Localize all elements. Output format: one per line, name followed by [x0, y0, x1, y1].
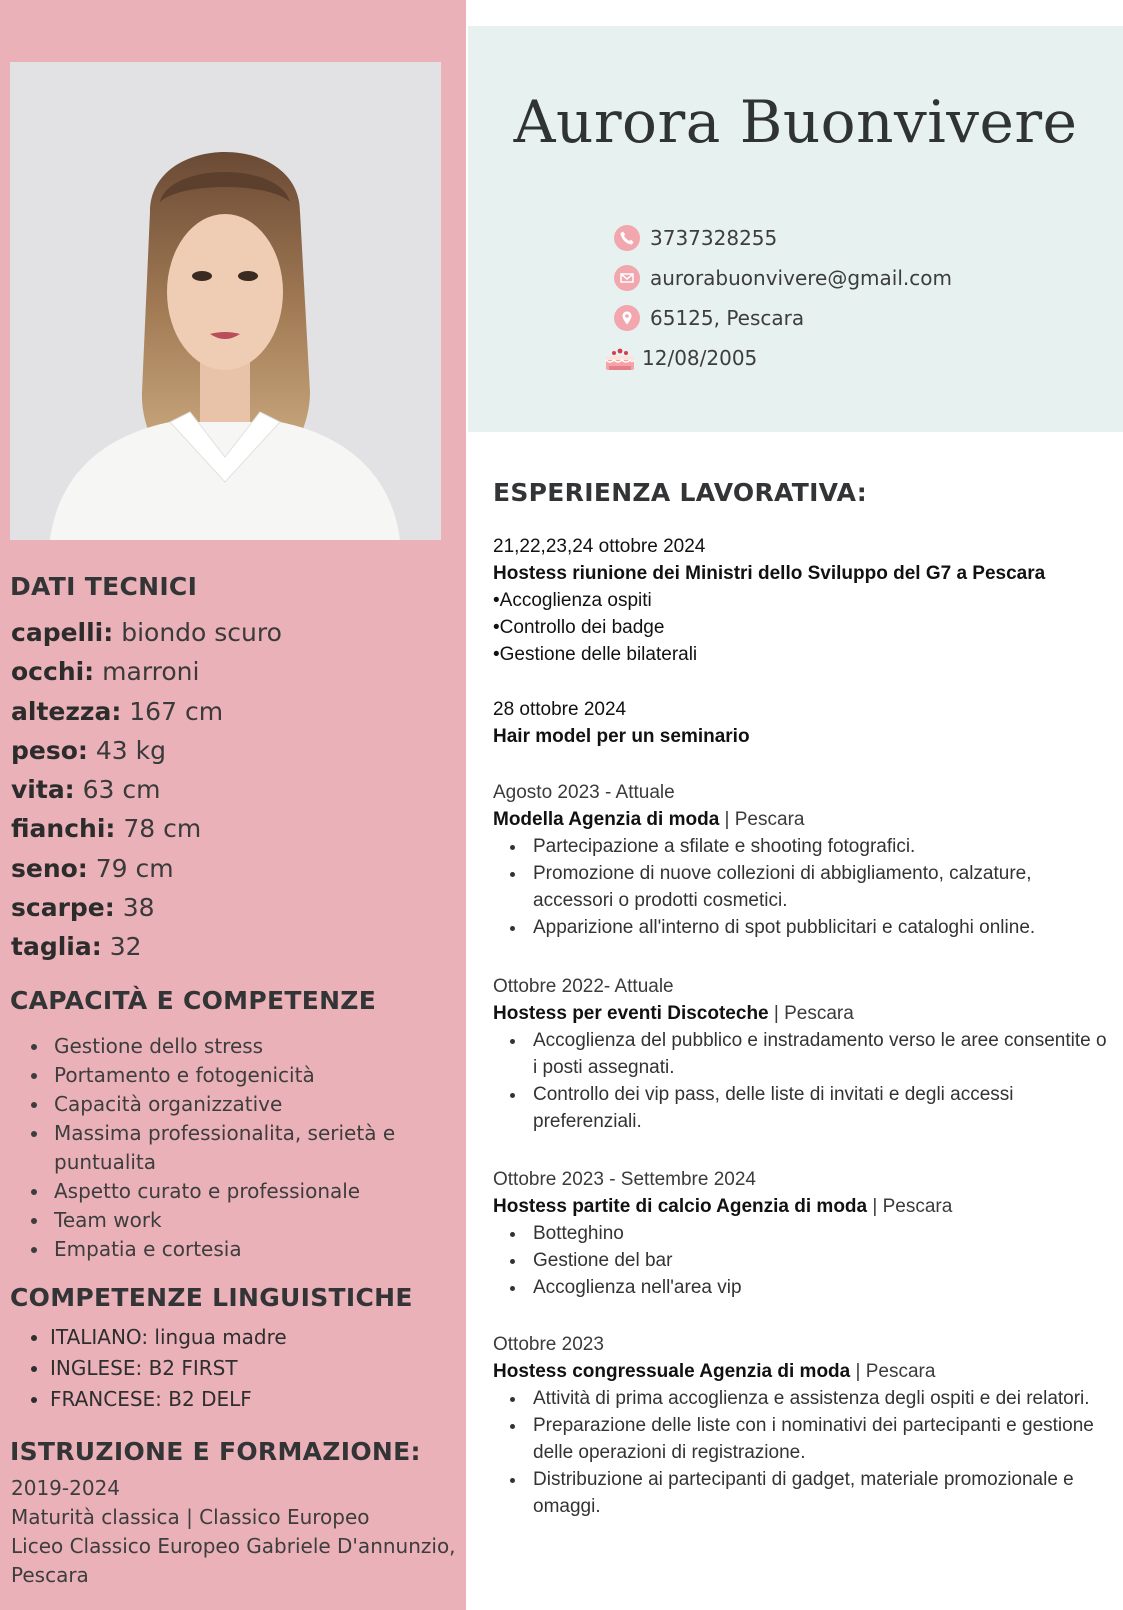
skill-item: • Team work: [50, 1206, 470, 1235]
language-item: • ITALIANO: lingua madre: [50, 1322, 470, 1353]
job-bullets: [493, 833, 1108, 941]
education-years: 2019-2024: [11, 1476, 121, 1500]
tech-item: [11, 692, 282, 731]
job-bullet: • Attività di prima accoglienza e assistenza degli ospiti e dei relatori.: [527, 1385, 1108, 1412]
experience-entry: [493, 1166, 1108, 1301]
job-title-line: [493, 1000, 1108, 1027]
tech-data-heading: DATI TECNICI: [10, 572, 198, 601]
profile-photo: [10, 62, 441, 540]
job-title-line: [493, 1193, 1108, 1220]
job-bullets: [493, 1385, 1108, 1520]
job-bullet: • Distribuzione ai partecipanti di gadget, materiale promozionale e omaggi.: [527, 1466, 1108, 1520]
job-bullet: • Gestione del bar: [527, 1247, 1108, 1274]
education-heading: ISTRUZIONE E FORMAZIONE:: [10, 1437, 421, 1466]
tech-label: altezza:: [11, 696, 122, 726]
experience-heading: ESPERIENZA LAVORATIVA:: [493, 478, 868, 507]
job-title: Hostess per eventi Discoteche: [493, 1003, 769, 1024]
candidate-name: Aurora Buonvivere: [513, 88, 1078, 156]
mail-icon: [614, 265, 640, 291]
contact-text: 65125, Pescara: [650, 306, 805, 330]
job-title: Hostess riunione dei Ministri dello Sviluppo del G7 a Pescara: [493, 563, 1046, 584]
education-block: [11, 1474, 461, 1590]
job-date: Agosto 2023 - Attuale: [493, 782, 675, 803]
tech-label: seno:: [11, 853, 88, 883]
tech-item: [11, 770, 282, 809]
job-bullet: • Partecipazione a sfilate e shooting fotografici.: [527, 833, 1108, 860]
tech-label: peso:: [11, 735, 88, 765]
tech-label: vita:: [11, 775, 75, 805]
tech-value: 63 cm: [82, 775, 161, 805]
job-date: Ottobre 2022- Attuale: [493, 976, 674, 997]
tech-value: 38: [122, 893, 155, 923]
tech-label: fianchi:: [11, 814, 116, 844]
job-bullets: [493, 1220, 1108, 1301]
tech-value: biondo scuro: [121, 618, 282, 647]
job-bullet: • Accoglienza del pubblico e instradamento verso le aree consentite o i posti assegnati.: [527, 1027, 1108, 1081]
experience-entry: [493, 533, 1108, 668]
job-bullet: • Accoglienza nell'area vip: [527, 1274, 1108, 1301]
contact-row: [614, 338, 1094, 378]
job-location: | Pescara: [768, 1003, 854, 1024]
contact-row: [614, 298, 1094, 338]
education-degree: Maturità classica | Classico Europeo: [11, 1505, 370, 1529]
job-date: 28 ottobre 2024: [493, 699, 627, 720]
contact-text: 3737328255: [650, 226, 778, 250]
job-location: | Pescara: [850, 1361, 936, 1382]
contact-row: [614, 258, 1094, 298]
tech-label: occhi:: [11, 657, 95, 687]
skills-list: [22, 1032, 470, 1264]
experience-entry: [493, 779, 1108, 941]
job-bullets: [493, 1027, 1108, 1135]
job-title-line: [493, 1358, 1108, 1385]
education-school: Liceo Classico Europeo Gabriele D'annunzio,: [11, 1534, 456, 1558]
tech-item: [11, 888, 282, 927]
skills-heading: CAPACITÀ E COMPETENZE: [10, 986, 377, 1015]
tech-label: taglia:: [11, 932, 102, 962]
experience-entry: [493, 696, 1108, 750]
job-bullet: • Botteghino: [527, 1220, 1108, 1247]
language-item: • INGLESE: B2 FIRST: [50, 1353, 470, 1384]
tech-item: [11, 809, 282, 848]
languages-heading: COMPETENZE LINGUISTICHE: [10, 1283, 413, 1312]
tech-value: 32: [109, 932, 142, 962]
contact-text: aurorabuonvivere@gmail.com: [650, 266, 952, 290]
job-title: Hostess partite di calcio Agenzia di moda: [493, 1196, 868, 1217]
tech-value: marroni: [102, 657, 200, 687]
tech-value: 167 cm: [129, 696, 224, 726]
job-date: 21,22,23,24 ottobre 2024: [493, 536, 706, 557]
experience-entry: [493, 1331, 1108, 1520]
contact-row: [614, 218, 1094, 258]
tech-item: [11, 652, 282, 691]
tech-item: [11, 927, 282, 966]
tech-data-list: [11, 613, 282, 967]
contact-text: 12/08/2005: [642, 346, 758, 370]
tech-value: 79 cm: [95, 853, 174, 883]
job-title: Hair model per un seminario: [493, 726, 750, 747]
tech-item: [11, 613, 282, 652]
skill-item: • Portamento e fotogenicità: [50, 1061, 470, 1090]
tech-value: 43 kg: [95, 735, 166, 765]
job-title: Hostess congressuale Agenzia di moda: [493, 1361, 851, 1382]
birthday-cake-icon: [604, 344, 638, 372]
tech-label: scarpe:: [11, 893, 115, 923]
skill-item: • Aspetto curato e professionale: [50, 1177, 470, 1206]
job-title-line: [493, 723, 1108, 750]
job-date: Ottobre 2023: [493, 1334, 604, 1355]
tech-label: capelli:: [11, 618, 114, 647]
languages-list: [22, 1322, 470, 1415]
language-item: • FRANCESE: B2 DELF: [50, 1384, 470, 1415]
job-location: | Pescara: [719, 809, 805, 830]
tech-value: 78 cm: [123, 814, 202, 844]
job-line: •Controllo dei badge: [493, 617, 665, 638]
job-line: •Accoglienza ospiti: [493, 590, 652, 611]
tech-item: [11, 731, 282, 770]
skill-item: • Massima professionalita, serietà e puntualita: [50, 1119, 470, 1177]
job-bullet: • Preparazione delle liste con i nominativi dei partecipanti e gestione delle operazioni di registrazione.: [527, 1412, 1108, 1466]
job-title: Modella Agenzia di moda: [493, 809, 720, 830]
experience-entry: [493, 973, 1108, 1135]
job-title-line: [493, 560, 1108, 587]
portrait-image: [10, 62, 441, 540]
location-pin-icon: [614, 305, 640, 331]
sidebar: [0, 0, 466, 1610]
job-bullet: • Promozione di nuove collezioni di abbigliamento, calzature, accessori o prodotti cosmetici.: [527, 860, 1108, 914]
skill-item: • Gestione dello stress: [50, 1032, 470, 1061]
job-line: •Gestione delle bilaterali: [493, 644, 698, 665]
job-bullet: • Apparizione all'interno di spot pubblicitari e cataloghi online.: [527, 914, 1108, 941]
job-date: Ottobre 2023 - Settembre 2024: [493, 1169, 756, 1190]
skill-item: • Empatia e cortesia: [50, 1235, 470, 1264]
skill-item: • Capacità organizzative: [50, 1090, 470, 1119]
job-location: | Pescara: [867, 1196, 953, 1217]
education-city: Pescara: [11, 1563, 89, 1587]
job-bullet: • Controllo dei vip pass, delle liste di invitati e degli accessi preferenziali.: [527, 1081, 1108, 1135]
tech-item: [11, 849, 282, 888]
phone-icon: [614, 225, 640, 251]
contact-list: [614, 218, 1094, 378]
job-title-line: [493, 806, 1108, 833]
